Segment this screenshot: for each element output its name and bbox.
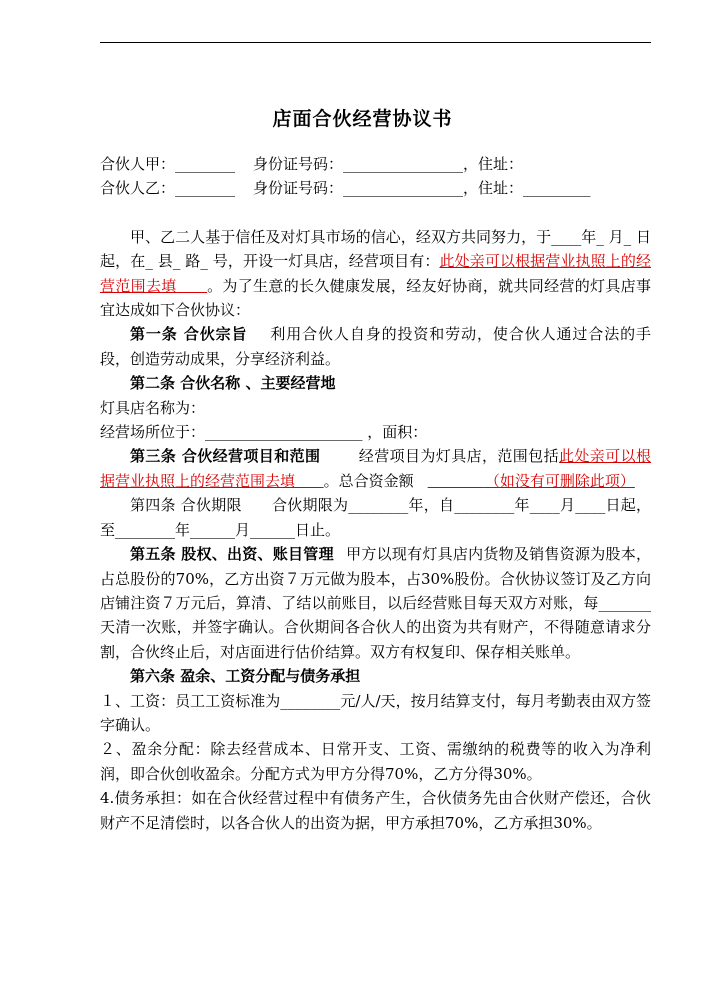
total-capital-note: （如没有可删除此项） [484,471,635,490]
article-5-heading: 第五条 股权、出资、账目管理 [130,545,334,564]
article-6-item-profit: ２、盈余分配：除去经营成本、日常开支、工资、需缴纳的税费等的收入为净利润，即合伙创收盈余。分配方式为甲方分得70%，乙方分得30%。 [100,740,651,783]
article-4-body: 合伙期限为________年，自________年____月____日起，至________年______月______日止。 [100,496,651,539]
shop-location-line: 经营场所位于：_____________________ ，面积： [100,423,428,442]
shop-name-line: 灯具店名称为： [100,398,206,417]
partner-a-id-address: 身份证号码：________________，住址： [253,155,524,173]
partner-b-id-address: 身份证号码：________________，住址：_________ [253,179,591,198]
article-5-body: 甲方以现有灯具店内货物及销售资源为股本，占总股份的70%，乙方出资７万元做为股本，占30%股份。合伙协议签订及乙方向店铺注资７万元后，算清、了结以前账目，以后经营账目每天双方对账，每_______天清一次账，并签字确认。合伙期间各合伙人的出资为共有财产，不得随意请求分割，合伙终止后，对店面进行估价结算。双方有权复印、保存相关账单。 [100,545,651,661]
article-6-heading: 第六条 盈余、工资分配与债务承担 [130,667,361,686]
document-title: 店面合伙经营协议书 [272,108,453,130]
article-1-heading: 第一条 合伙宗旨 [130,325,248,344]
partner-a-name: 合伙人甲：________ [100,155,236,173]
partner-b-name: 合伙人乙：________ [100,179,236,198]
article-6-item-debt: 4.债务承担：如在合伙经营过程中有债务产生，合伙债务先由合伙财产偿还，合伙财产不足清偿时，以各合伙人的出资为据，甲方承担70%，乙方承担30%。 [100,789,651,832]
article-1-body: 利用合伙人自身的投资和劳动，使合伙人通过合法的手段，创造劳动成果，分享经济利益。 [100,325,651,368]
business-scope-blank [177,277,208,295]
article-3: 第三条 合伙经营项目和范围 经营项目为灯具店，范围包括此处亲可以根据营业执照上的经营范围去填 。总合资金额 （如没有可删除此项） [100,447,651,490]
business-scope-placeholder: 此处亲可以根据营业执照上的经营范围去填 [100,252,651,295]
header-rule [100,42,651,43]
article-3-scope-blank [295,472,324,490]
partner-b-line [100,176,651,200]
partner-a-line [100,152,651,176]
article-4-heading: 第四条 合伙期限 [130,496,242,515]
article-3-heading: 第三条 合伙经营项目和范围 [130,447,321,466]
article-6-item-wage: １、工资：员工工资标准为________元/人/天，按月结算支付，每月考勤表由双方签字确认。 [100,691,651,734]
document-body [100,152,651,835]
article-2-heading: 第二条 合伙名称 、主要经营地 [130,374,336,393]
article-5 [100,542,651,664]
total-capital-blank [428,472,485,490]
article-1 [100,322,651,371]
article-4 [100,493,651,542]
article-3-scope-placeholder: 此处亲可以根据营业执照上的经营范围去填 [100,447,651,490]
intro-paragraph: 甲、乙二人基于信任及对灯具市场的信心，经双方共同努力，于____年_ 月_ 日起，在_ 县_ 路_ 号，开设一灯具店，经营项目有：此处亲可以根据营业执照上的经营范围去填 。为了生意的长久健康发展，经友好协商，就共同经营的灯具店事宜达成如下合伙协议： [100,227,651,320]
